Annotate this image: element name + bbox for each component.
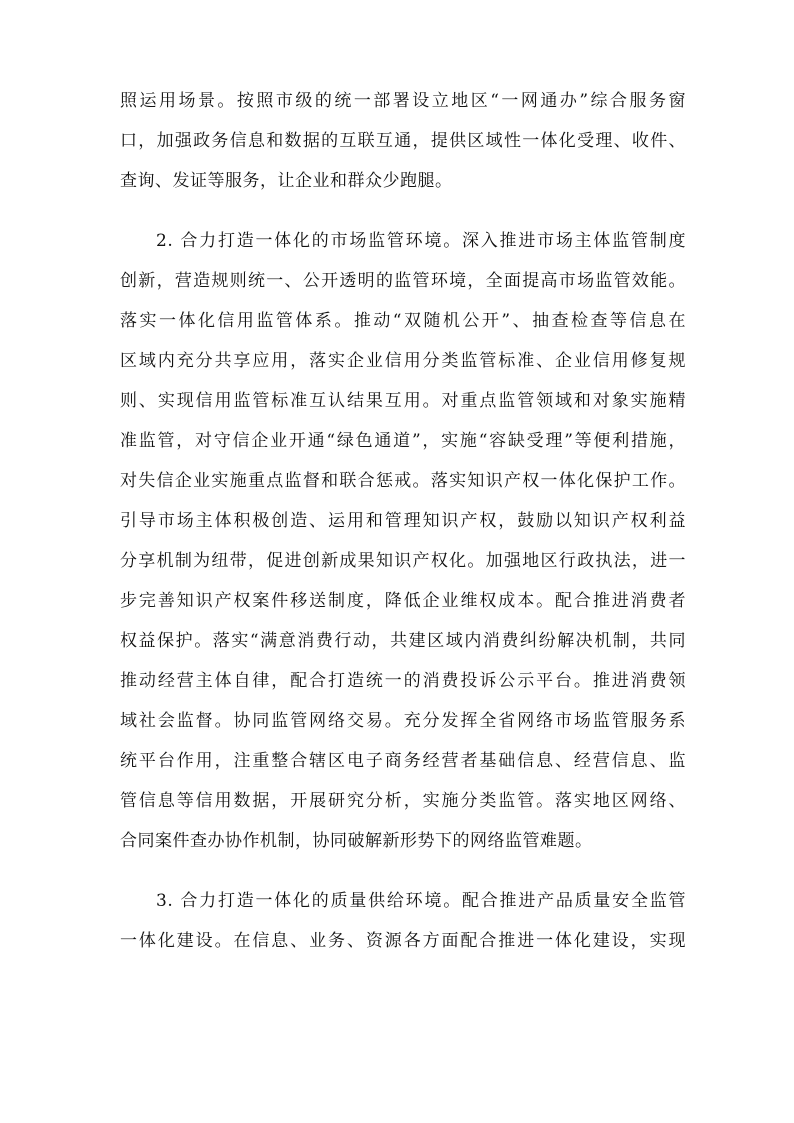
paragraph-2-line-7: 对失信企业实施重点监督和联合惩戒。落实知识产权一体化保护工作。: [120, 471, 686, 491]
paragraph-2-line-5: 则、实现信用监管标准互认结果互用。对重点监管领域和对象实施精: [120, 391, 686, 411]
paragraph-2-line-4: 区域内充分共享应用，落实企业信用分类监管标准、企业信用修复规: [120, 351, 686, 371]
paragraph-2-line-6: 准监管，对守信企业开通“绿色通道”，实施“容缺受理”等便利措施，: [120, 431, 686, 451]
paragraph-2-line-9: 分享机制为纽带，促进创新成果知识产权化。加强地区行政执法，进一: [120, 551, 686, 571]
paragraph-1-line-1: 照运用场景。按照市级的统一部署设立地区“一网通办”综合服务窗: [120, 91, 686, 111]
paragraph-2-line-3: 落实一体化信用监管体系。推动“双随机公开”、抽查检查等信息在: [120, 311, 686, 331]
paragraph-2-line-2: 创新，营造规则统一、公开透明的监管环境，全面提高市场监管效能。: [120, 271, 686, 291]
paragraph-2-line-12: 推动经营主体自律，配合打造统一的消费投诉公示平台。推进消费领: [120, 671, 686, 691]
paragraph-3-line-1: 3. 合力打造一体化的质量供给环境。配合推进产品质量安全监管: [156, 891, 686, 911]
paragraph-2-line-16: 合同案件查办协作机制，协同破解新形势下的网络监管难题。: [120, 831, 593, 851]
paragraph-2-line-11: 权益保护。落实“满意消费行动，共建区域内消费纠纷解决机制，共同: [120, 631, 686, 651]
paragraph-2-line-13: 域社会监督。协同监管网络交易。充分发挥全省网络市场监管服务系: [120, 711, 686, 731]
paragraph-2-line-10: 步完善知识产权案件移送制度，降低企业维权成本。配合推进消费者: [120, 591, 686, 611]
paragraph-2-line-1: 2. 合力打造一体化的市场监管环境。深入推进市场主体监管制度: [156, 231, 686, 251]
paragraph-2-line-15: 管信息等信用数据，开展研究分析，实施分类监管。落实地区网络、: [120, 791, 686, 811]
paragraph-2-line-14: 统平台作用，注重整合辖区电子商务经营者基础信息、经营信息、监: [120, 751, 686, 771]
paragraph-2-line-8: 引导市场主体积极创造、运用和管理知识产权，鼓励以知识产权利益: [120, 511, 686, 531]
paragraph-1-line-2: 口，加强政务信息和数据的互联互通，提供区域性一体化受理、收件、: [120, 131, 686, 151]
paragraph-3-line-2: 一体化建设。在信息、业务、资源各方面配合推进一体化建设，实现: [120, 931, 686, 951]
paragraph-1-line-3: 查询、发证等服务，让企业和群众少跑腿。: [120, 171, 453, 191]
